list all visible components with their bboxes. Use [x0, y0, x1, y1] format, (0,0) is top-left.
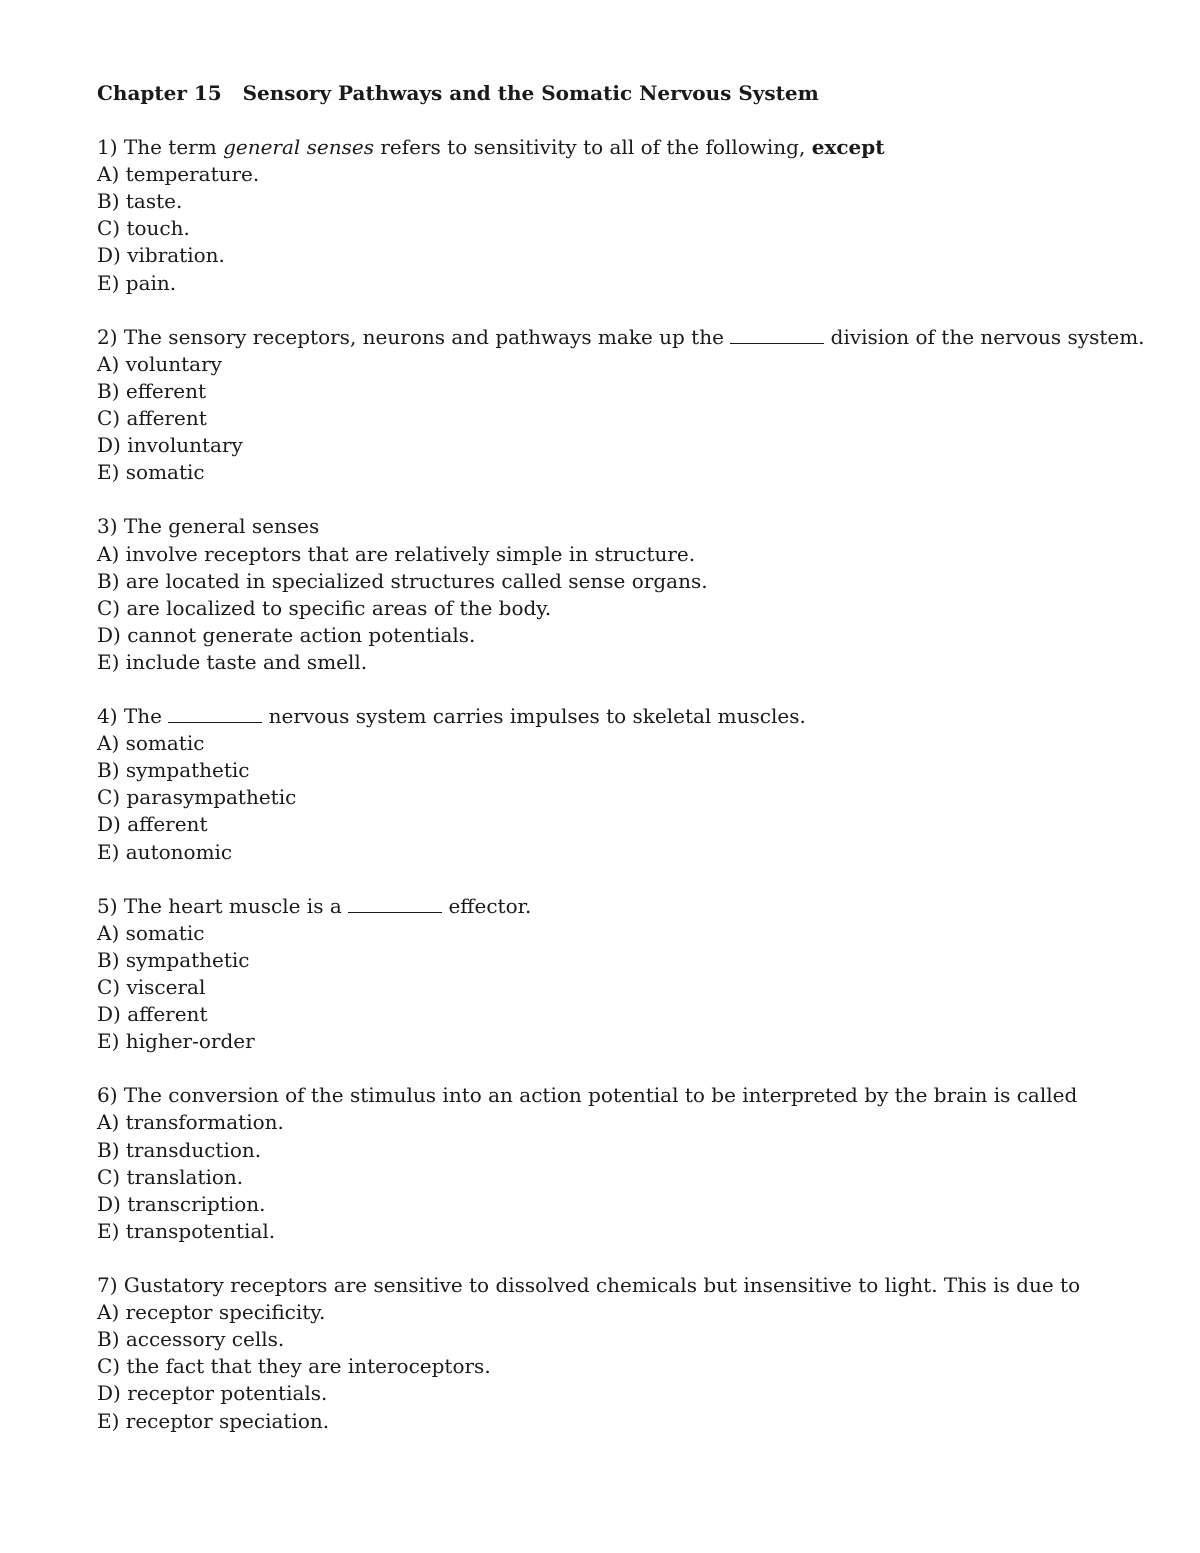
question-4-text: 4) The nervous system carries impulses to skeletal muscles. [97, 704, 806, 729]
option-d: D) vibration. [97, 243, 225, 268]
option-e: E) pain. [97, 270, 177, 295]
option-c: C) touch. [97, 216, 190, 241]
question-7 [97, 1272, 1137, 1435]
option-c: C) the fact that they are interoceptors. [97, 1354, 491, 1379]
question-1-text: 1) The term general senses refers to sensitivity to all of the following, except [97, 135, 885, 160]
question-number: 4) [97, 704, 118, 729]
question-number: 5) [97, 893, 118, 918]
question-5 [97, 893, 1137, 1056]
option-b: B) efferent [97, 378, 207, 403]
option-c: C) parasympathetic [97, 785, 297, 810]
emphasized-term: general senses [223, 135, 374, 160]
option-d: D) afferent [97, 812, 208, 837]
fill-in-blank [168, 704, 262, 723]
option-e: E) autonomic [97, 839, 233, 864]
option-b: B) taste. [97, 189, 183, 214]
option-a: A) transformation. [97, 1110, 284, 1135]
option-c: C) afferent [97, 406, 207, 431]
emphasized-except: except [811, 135, 885, 160]
question-2 [97, 324, 1145, 487]
question-number: 3) [97, 514, 118, 539]
question-number: 6) [97, 1083, 118, 1108]
question-6-text: 6) The conversion of the stimulus into an action potential to be interpreted by the brain is called [97, 1083, 1078, 1108]
chapter-heading [97, 80, 1137, 107]
option-b: B) sympathetic [97, 758, 250, 783]
option-e: E) higher-order [97, 1029, 255, 1054]
option-c: C) translation. [97, 1164, 244, 1189]
option-b: B) are located in specialized structures called sense organs. [97, 568, 708, 593]
option-a: A) temperature. [97, 162, 260, 187]
option-a: A) somatic [97, 731, 205, 756]
option-b: B) transduction. [97, 1137, 262, 1162]
question-5-text: 5) The heart muscle is a effector. [97, 893, 532, 918]
question-4 [97, 703, 1137, 866]
option-e: E) somatic [97, 460, 205, 485]
option-a: A) voluntary [97, 351, 222, 376]
option-d: D) afferent [97, 1002, 208, 1027]
option-a: A) somatic [97, 920, 205, 945]
chapter-title: Sensory Pathways and the Somatic Nervous System [242, 81, 819, 105]
question-3 [97, 513, 1137, 676]
option-b: B) accessory cells. [97, 1327, 285, 1352]
option-d: D) involuntary [97, 433, 243, 458]
option-e: E) receptor speciation. [97, 1408, 330, 1433]
option-d: D) transcription. [97, 1191, 266, 1216]
fill-in-blank [730, 325, 824, 344]
option-e: E) transpotential. [97, 1218, 276, 1243]
option-a: A) involve receptors that are relatively simple in structure. [97, 541, 696, 566]
chapter-number: Chapter 15 [97, 81, 222, 105]
option-d: D) receptor potentials. [97, 1381, 328, 1406]
option-a: A) receptor specificity. [97, 1300, 326, 1325]
fill-in-blank [348, 894, 442, 913]
question-3-text: 3) The general senses [97, 514, 320, 539]
option-e: E) include taste and smell. [97, 649, 368, 674]
question-1 [97, 134, 1137, 297]
option-b: B) sympathetic [97, 947, 250, 972]
option-c: C) are localized to specific areas of the body. [97, 595, 552, 620]
option-d: D) cannot generate action potentials. [97, 622, 476, 647]
question-2-text: 2) The sensory receptors, neurons and pathways make up the division of the nervous system. [97, 324, 1145, 349]
option-c: C) visceral [97, 975, 206, 999]
question-6 [97, 1082, 1137, 1245]
document-content [97, 80, 1145, 1462]
question-number: 7) [97, 1273, 118, 1298]
question-number: 2) [97, 324, 118, 349]
question-number: 1) [97, 135, 118, 160]
question-7-text: 7) Gustatory receptors are sensitive to dissolved chemicals but insensitive to light. This is due to [97, 1273, 1081, 1298]
